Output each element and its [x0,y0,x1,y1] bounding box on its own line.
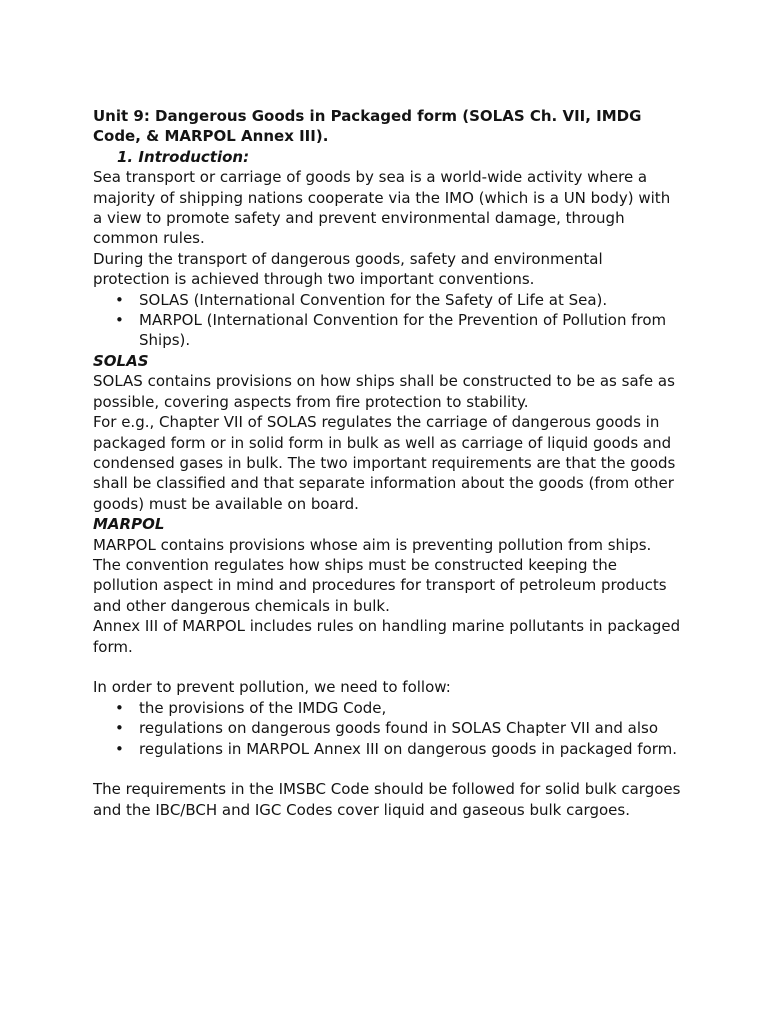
list-item-solas-chapter-vii: • regulations on dangerous goods found in SOLAS Chapter VII and also [139,718,683,738]
conventions-list [93,290,683,351]
introduction-heading: 1. Introduction: [117,147,250,166]
intro-paragraph-2: During the transport of dangerous goods, safety and environmental protection is achieved through two important conventions. [93,249,603,289]
marpol-paragraph-1: MARPOL contains provisions whose aim is preventing pollution from ships. The convention regulates how ships must be constructed keeping the pollution aspect in mind and procedures for transport of petroleum products and other dangerous chemicals in bulk. [93,535,667,615]
intro-paragraph-1: Sea transport or carriage of goods by sea is a world-wide activity where a majority of shipping nations cooperate via the IMO (which is a UN body) with a view to promote safety and prevent environmental damage, through common rules. [93,168,671,248]
solas-paragraph-2: For e.g., Chapter VII of SOLAS regulates the carriage of dangerous goods in packaged form or in solid form in bulk as well as carriage of liquid goods and condensed gases in bulk. The two important requirements are that the goods shall be classified and that separate information about the goods (from other goods) must be available on board. [93,413,676,513]
marpol-heading: MARPOL [93,515,165,534]
paragraph-spacer [93,657,683,677]
follow-intro: In order to prevent pollution, we need to follow: [93,678,451,697]
list-item-marpol-annex-iii: • regulations in MARPOL Annex III on dangerous goods in packaged form. [139,739,683,759]
list-item-marpol: • MARPOL (International Convention for the Prevention of Pollution from Ships). [139,310,683,351]
follow-list [93,698,683,759]
solas-paragraph-1: SOLAS contains provisions on how ships shall be constructed to be as safe as possible, covering aspects from fire protection to stability. [93,372,675,411]
marpol-paragraph-2: Annex III of MARPOL includes rules on handling marine pollutants in packaged form. [93,617,681,656]
solas-heading: SOLAS [93,351,149,370]
list-item-imdg: • the provisions of the IMDG Code, [139,698,683,718]
document-page [93,106,683,820]
closing-paragraph: The requirements in the IMSBC Code should be followed for solid bulk cargoes and the IBC/BCH and IGC Codes cover liquid and gaseous bulk cargoes. [93,780,681,819]
paragraph-spacer [93,759,683,779]
document-title: Unit 9: Dangerous Goods in Packaged form (SOLAS Ch. VII, IMDG Code, & MARPOL Annex III). [93,107,642,146]
list-item-solas: • SOLAS (International Convention for the Safety of Life at Sea). [139,290,683,310]
